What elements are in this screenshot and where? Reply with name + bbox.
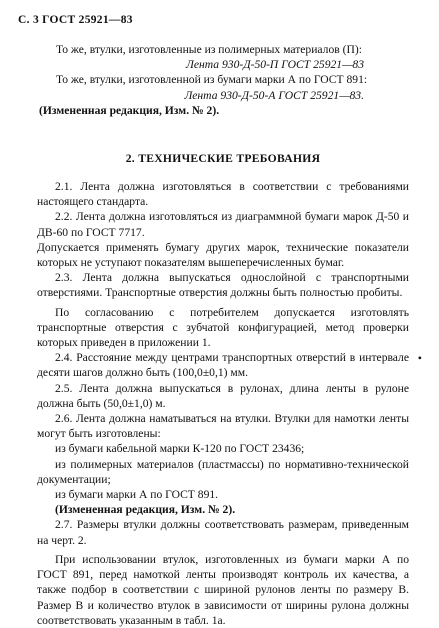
intro-line-1: То же, втулки, изготовленные из полимерных материалов (П): [56,43,362,56]
intro-line-2: То же, втулки, изготовленной из бумаги марки А по ГОСТ 891: [56,73,368,87]
paragraph-2-7-b: При использовании втулок, изготовленных из бумаги марки А по ГОСТ 891, перед намоткой ленты производят контроль их качества, а также подбор в соответствии с шириной рулонов ленты по размеру B. Размер B и количество втулок в зависимости от ширины рулона должны соответствовать указанным в табл. 1а. [37,552,409,627]
paragraph-2-1: 2.1. Лента должна изготовляться в соответствии с требованиями настоящего стандарта. [37,180,409,209]
page-header: С. 3 ГОСТ 25921—83 [18,14,133,26]
paragraph-2-5: 2.5. Лента должна выпускаться в рулонах, длина ленты в рулоне должна быть (50,0±1,0) м. [37,381,409,410]
paragraph-2-6-b: из полимерных материалов (пластмассы) по нормативно-технической документации; [37,457,409,486]
intro-block [37,42,409,118]
paragraph-2-3: 2.3. Лента должна выпускаться однослойной с транспортными отверстиями. Транспортные отверстия должны быть полностью пробиты. [37,271,409,300]
paragraph-2-6-c: из бумаги марки А по ГОСТ 891. [55,488,219,502]
section-body [37,179,409,628]
paragraph-2-6-a: из бумаги кабельной марки К-120 по ГОСТ 23436; [55,442,305,456]
paragraph-2-2: 2.2. Лента должна изготовляться из диаграммной бумаги марок Д-50 и ДВ-60 по ГОСТ 7717. [37,210,409,239]
paragraph-2-7: 2.7. Размеры втулки должны соответствовать размерам, приведенным на черт. 2. [37,518,409,547]
paragraph-2-6-note: (Измененная редакция, Изм. № 2). [55,503,236,517]
intro-note: (Измененная редакция, Изм. № 2). [39,103,220,117]
paragraph-2-2-b: Допускается применять бумагу других марок, технические показатели которых не уступают показателям вышеперечисленных бумаг. [37,240,409,270]
intro-ref-1: Лента 930-Д-50-П ГОСТ 25921—83 [186,58,364,72]
paragraph-2-6: 2.6. Лента должна наматываться на втулки. Втулки для намотки ленты могут быть изготовлены: [37,412,409,441]
paragraph-2-4: 2.4. Расстояние между центрами транспортных отверстий в интервале десяти шагов должно быть (100,0±0,1) мм. [37,351,409,380]
margin-mark: • [417,351,422,365]
paragraph-2-3-b: По согласованию с потребителем допускается изготовлять транспортные отверстия с зубчатой конфигурацией, метод проверки которых приведен в приложении 1. [37,305,409,350]
intro-ref-2: Лента 930-Д-50-А ГОСТ 25921—83. [184,88,364,102]
section-title: 2. ТЕХНИЧЕСКИЕ ТРЕБОВАНИЯ [125,152,321,166]
